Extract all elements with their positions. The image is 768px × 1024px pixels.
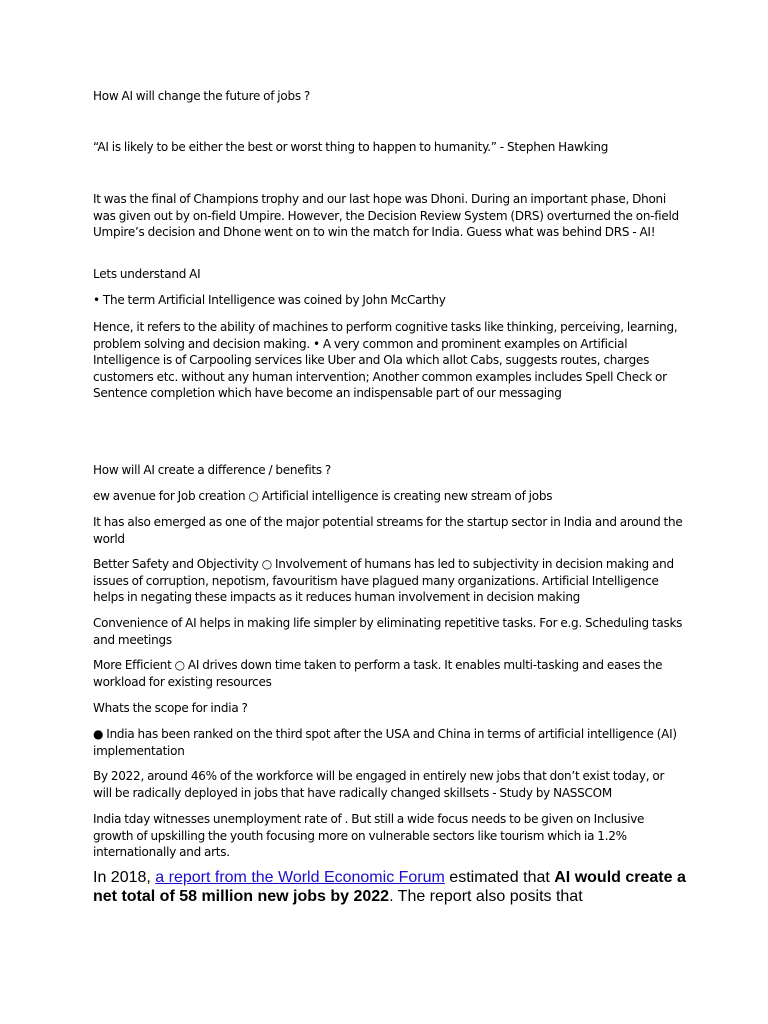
understand-ai-heading: Lets understand AI xyxy=(93,267,201,281)
scope-heading: Whats the scope for india ? xyxy=(93,701,248,715)
unemployment-paragraph: India tday witnesses unemployment rate of . But still a wide focus needs to be given on Inclusive growth of upskilling the youth focusing more on vulnerable sectors like tourism which ia 1.2% internationally and arts. xyxy=(93,812,645,860)
wef-report-link[interactable]: a report from the World Economic Forum xyxy=(155,869,445,886)
workforce-paragraph: By 2022, around 46% of the workforce will be engaged in entirely new jobs that don’t exist today, or will be radically deployed in jobs that have radically changed skillsets - Study by NASSCOM xyxy=(93,769,665,800)
document-title: How AI will change the future of jobs ? xyxy=(93,89,311,103)
safety-paragraph: Better Safety and Objectivity ○ Involvement of humans has led to subjectivity in decision making and issues of corruption, nepotism, favouritism have plagued many organizations. Artificial Intelligence helps in negating these impacts as it reduces human involvement in decision making xyxy=(93,557,674,605)
wef-suffix: . The report also posits that xyxy=(389,887,583,905)
ranking-bullet: ● India has been ranked on the third spot after the USA and China in terms of artificial intelligence (AI) implementation xyxy=(93,727,677,758)
intro-paragraph: It was the final of Champions trophy and our last hope was Dhoni. During an important phase, Dhoni was given out by on-field Umpire. However, the Decision Review System (DRS) overturned the on-field Umpire’s decision and Dhone went on to win the match for India. Guess what was behind DRS - AI! xyxy=(93,192,679,240)
wef-prefix: In 2018, xyxy=(93,869,156,886)
startup-paragraph: It has also emerged as one of the major potential streams for the startup sector in India and around the world xyxy=(93,515,683,546)
mccarthy-bullet: • The term Artificial Intelligence was coined by John McCarthy xyxy=(93,293,446,307)
efficiency-paragraph: More Efficient ○ AI drives down time taken to perform a task. It enables multi-tasking and eases the workload for existing resources xyxy=(93,658,663,689)
convenience-paragraph: Convenience of AI helps in making life simpler by eliminating repetitive tasks. For e.g. Scheduling tasks and meetings xyxy=(93,616,683,647)
hawking-quote: “AI is likely to be either the best or worst thing to happen to humanity.” - Stephen Hawking xyxy=(93,140,609,154)
definition-paragraph: Hence, it refers to the ability of machines to perform cognitive tasks like thinking, perceiving, learning, problem solving and decision making. • A very common and prominent examples on Artificial Intelligence is of Carpooling services like Uber and Ola which allot Cabs, suggests routes, charges customers etc. without any human intervention; Another common examples includes Spell Check or Sentence completion which have become an indispensable part of our messaging xyxy=(93,320,678,401)
wef-middle: estimated that xyxy=(444,869,555,886)
benefits-heading: How will AI create a difference / benefits ? xyxy=(93,463,332,477)
wef-paragraph xyxy=(93,869,693,906)
wef-bold-statement: AI would create a net total of 58 million new jobs by 2022 xyxy=(93,869,686,905)
job-creation-paragraph: ew avenue for Job creation ○ Artificial intelligence is creating new stream of jobs xyxy=(93,489,553,503)
